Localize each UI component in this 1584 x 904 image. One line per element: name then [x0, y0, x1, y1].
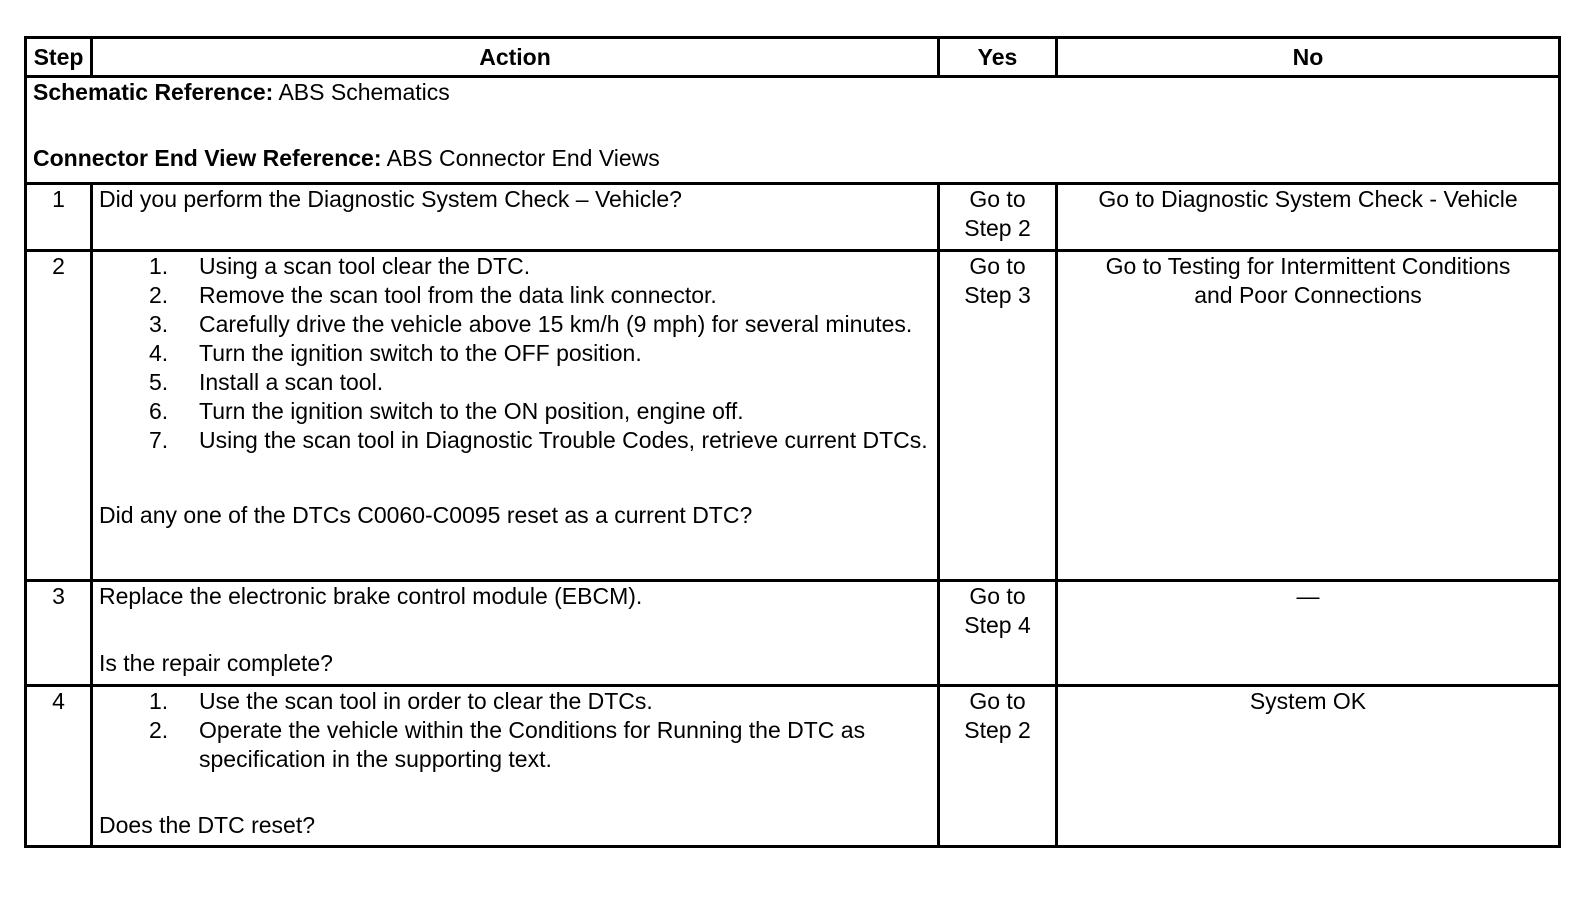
yes-cell: [939, 581, 1057, 686]
diagnostic-table: [24, 36, 1561, 848]
yes-line: Step 2: [964, 717, 1031, 743]
item-number: 7.: [149, 427, 169, 453]
no-line: Go to Testing for Intermittent Conditions: [1105, 253, 1511, 279]
yes-line: Go to: [969, 253, 1026, 279]
step-action: [92, 686, 939, 847]
item-text: Using a scan tool clear the DTC.: [199, 253, 531, 279]
schematic-reference-label: Schematic Reference:: [33, 79, 274, 105]
header-step: Step: [26, 38, 92, 77]
procedure-list: [99, 687, 931, 774]
schematic-reference-value: ABS Schematics: [278, 79, 450, 105]
no-cell: [1057, 686, 1560, 847]
step-number: 1: [26, 184, 92, 251]
item-number: 4.: [149, 340, 169, 366]
procedure-list: [99, 252, 931, 455]
action-text: Replace the electronic brake control module (EBCM).: [99, 583, 643, 609]
step-row-2: [26, 251, 1560, 581]
step-action: [92, 581, 939, 686]
references-cell: [26, 77, 1560, 184]
item-number: 2.: [149, 717, 169, 743]
procedure-item: [149, 310, 931, 339]
item-number: 1.: [149, 253, 169, 279]
no-cell: [1057, 251, 1560, 581]
procedure-item: [149, 281, 931, 310]
no-cell: [1057, 184, 1560, 251]
step-row-4: [26, 686, 1560, 847]
step-number: 2: [26, 251, 92, 581]
yes-line: Go to: [969, 186, 1026, 212]
procedure-item: [149, 368, 931, 397]
no-cell: [1057, 581, 1560, 686]
procedure-item: [149, 339, 931, 368]
step-row-1: [26, 184, 1560, 251]
step-row-3: [26, 581, 1560, 686]
item-text: Using the scan tool in Diagnostic Trouble Codes, retrieve current DTCs.: [199, 427, 928, 453]
item-text: Operate the vehicle within the Conditions for Running the DTC as specification in the supporting text.: [199, 717, 866, 772]
item-text: Use the scan tool in order to clear the DTCs.: [199, 688, 653, 714]
yes-line: Step 3: [964, 282, 1031, 308]
step-action: [92, 184, 939, 251]
header-yes: Yes: [939, 38, 1057, 77]
header-action: Action: [92, 38, 939, 77]
procedure-item: [149, 426, 931, 455]
connector-reference-label: Connector End View Reference:: [33, 145, 382, 171]
yes-line: Go to: [969, 688, 1026, 714]
connector-reference: [33, 144, 1552, 173]
item-number: 6.: [149, 398, 169, 424]
yes-cell: [939, 184, 1057, 251]
no-text: —: [1296, 583, 1320, 609]
procedure-item: [149, 397, 931, 426]
yes-cell: [939, 251, 1057, 581]
step-number: 3: [26, 581, 92, 686]
yes-line: Step 2: [964, 215, 1031, 241]
yes-line: Step 4: [964, 612, 1031, 638]
item-number: 2.: [149, 282, 169, 308]
item-number: 3.: [149, 311, 169, 337]
step-number: 4: [26, 686, 92, 847]
no-text: System OK: [1249, 688, 1367, 714]
item-text: Remove the scan tool from the data link connector.: [199, 282, 717, 308]
header-row: [26, 38, 1560, 77]
item-text: Install a scan tool.: [199, 369, 384, 395]
yes-cell: [939, 686, 1057, 847]
yes-line: Go to: [969, 583, 1026, 609]
item-text: Turn the ignition switch to the OFF position.: [199, 340, 642, 366]
item-text: Turn the ignition switch to the ON position, engine off.: [199, 398, 744, 424]
procedure-item: [149, 687, 931, 716]
action-text: Did you perform the Diagnostic System Check – Vehicle?: [99, 186, 682, 212]
header-no: No: [1057, 38, 1560, 77]
item-number: 5.: [149, 369, 169, 395]
schematic-reference: [33, 78, 1552, 107]
step-question: Did any one of the DTCs C0060-C0095 reset as a current DTC?: [99, 502, 753, 528]
no-text: Go to Diagnostic System Check - Vehicle: [1098, 186, 1518, 212]
step-action: [92, 251, 939, 581]
item-text: Carefully drive the vehicle above 15 km/h (9 mph) for several minutes.: [199, 311, 913, 337]
references-row: [26, 77, 1560, 184]
procedure-item: [149, 252, 931, 281]
step-question: Is the repair complete?: [99, 650, 333, 676]
connector-reference-value: ABS Connector End Views: [386, 145, 660, 171]
item-number: 1.: [149, 688, 169, 714]
no-line: and Poor Connections: [1194, 282, 1422, 308]
procedure-item: [149, 716, 931, 774]
step-question: Does the DTC reset?: [99, 812, 316, 838]
